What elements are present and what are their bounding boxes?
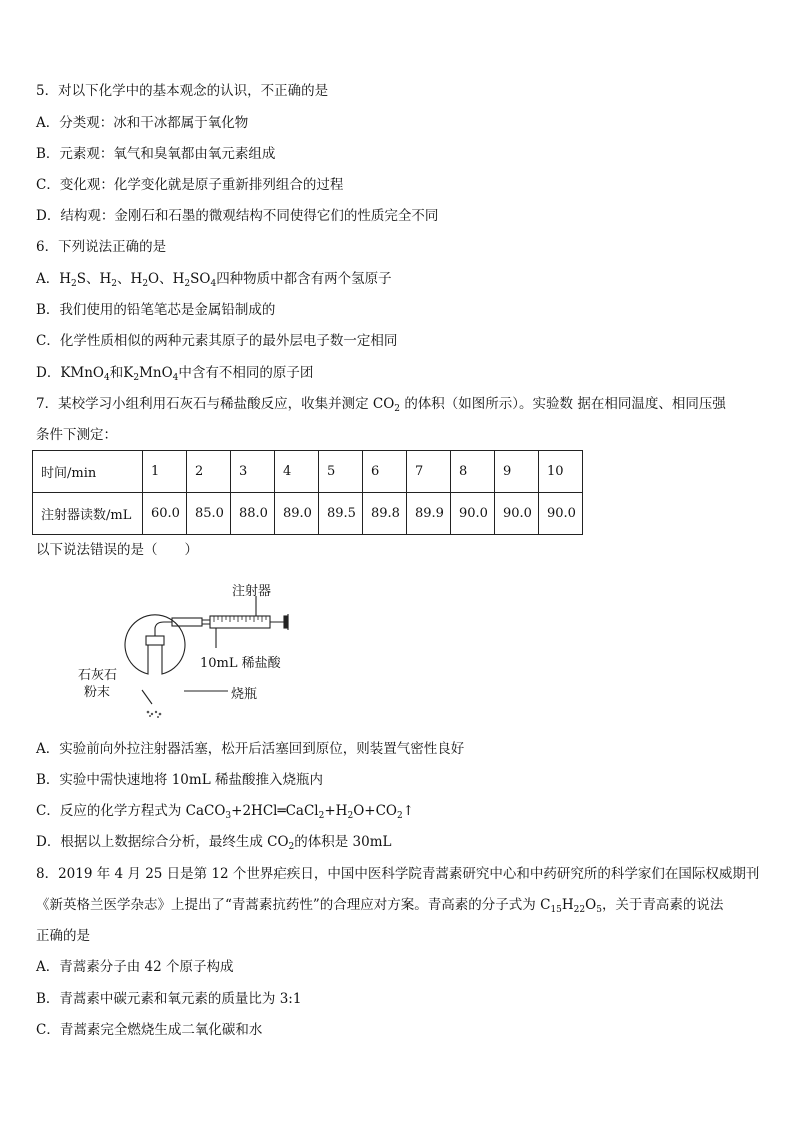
table-cell: 7 — [407, 451, 451, 493]
table-row — [33, 451, 583, 493]
limestone-powder — [147, 711, 162, 718]
q7-option-c: C．反应的化学方程式为 $CaCO_3+2HCl═CaCl_2+H_2O+CO_2↑$ — [36, 803, 415, 821]
q8-stem-end: 正确的是 — [36, 928, 90, 944]
q6-stem: 6．下列说法正确的是 — [36, 239, 167, 255]
table-cell: 5 — [319, 451, 363, 493]
stopper — [146, 636, 164, 645]
table-cell: 90.0 — [451, 493, 495, 535]
reading-header: 注射器读数/mL — [33, 493, 143, 535]
q6-option-b: B．我们使用的铅笔笔芯是金属铅制成的 — [36, 302, 276, 318]
data-table — [32, 450, 583, 535]
table-cell: 60.0 — [143, 493, 187, 535]
q7-stem: 7．某校学习小组利用石灰石与稀盐酸反应，收集并测定 $CO_2$ 的体积（如图所示）。实验数 据在相同温度、相同压强 — [36, 396, 726, 414]
table-cell: 4 — [275, 451, 319, 493]
label-powder: 粉末 — [84, 685, 111, 700]
syringe-graduations — [214, 616, 266, 622]
table-cell: 88.0 — [231, 493, 275, 535]
delivery-tube — [155, 622, 172, 636]
q7-option-d: D．根据以上数据综合分析，最终生成 $CO_2$的体积是 30mL — [36, 834, 392, 852]
table-cell: 89.5 — [319, 493, 363, 535]
q7-option-a: A．实验前向外拉注射器活塞，松开后活塞回到原位，则装置气密性良好 — [36, 741, 465, 757]
q8-option-a: A．青蒿素分子由 42 个原子构成 — [36, 959, 234, 975]
apparatus-diagram — [60, 578, 320, 728]
q5-option-c: C．变化观：化学变化就是原子重新排列组合的过程 — [36, 177, 344, 193]
rubber-tube — [172, 618, 202, 626]
syringe-nozzle — [202, 620, 210, 624]
syringe-barrel — [210, 616, 270, 628]
table-cell: 10 — [539, 451, 583, 493]
table-row — [33, 493, 583, 535]
q7-stem-cont: 条件下测定： — [36, 427, 117, 443]
q8-option-b: B．青蒿素中碳元素和氧元素的质量比为 3:1 — [36, 991, 302, 1007]
table-cell: 2 — [187, 451, 231, 493]
q5-option-b: B．元素观：氧气和臭氧都由氧元素组成 — [36, 146, 276, 162]
q8-stem: 8．2019 年 4 月 25 日是第 12 个世界疟疾日，中国中医科学院青蒿素研究中心和中药研究所的科学家们在国际权威期刊 — [36, 866, 760, 882]
q6-option-c: C．化学性质相似的两种元素其原子的最外层电子数一定相同 — [36, 333, 398, 349]
table-cell: 89.0 — [275, 493, 319, 535]
q6-option-d: D．KMnO$_4$和$K_2MnO_4$中含有不相同的原子团 — [36, 365, 314, 383]
q6-option-a: A．$H_2S$、$H_2$、$H_2O$、$H_2SO_4$四种物质中都含有两个氢原子 — [36, 271, 392, 289]
label-flask: 烧瓶 — [231, 687, 258, 702]
q5-option-d: D．结构观：金刚石和石墨的微观结构不同使得它们的性质完全不同 — [36, 208, 439, 224]
q7-question: 以下说法错误的是（ ） — [36, 542, 198, 558]
q5-option-a: A．分类观：冰和干冰都属于氧化物 — [36, 115, 249, 131]
table-cell: 90.0 — [495, 493, 539, 535]
q8-option-c: C．青蒿素完全燃烧生成二氧化碳和水 — [36, 1022, 263, 1038]
apparatus-figure — [60, 578, 320, 728]
label-syringe: 注射器 — [232, 584, 272, 599]
table-cell: 6 — [363, 451, 407, 493]
table-cell: 3 — [231, 451, 275, 493]
label-acid: 10mL 稀盐酸 — [200, 656, 281, 671]
table-cell: 85.0 — [187, 493, 231, 535]
label-limestone: 石灰石 — [78, 668, 118, 683]
table-cell: 1 — [143, 451, 187, 493]
q5-stem: 5．对以下化学中的基本观念的认识，不正确的是 — [36, 83, 329, 99]
table-cell: 89.8 — [363, 493, 407, 535]
table-cell: 89.9 — [407, 493, 451, 535]
table-cell: 9 — [495, 451, 539, 493]
table-cell: 8 — [451, 451, 495, 493]
time-header: 时间/min — [33, 451, 143, 493]
q7-option-b: B．实验中需快速地将 10mL 稀盐酸推入烧瓶内 — [36, 772, 323, 788]
q8-stem-cont: 《新英格兰医学杂志》上提出了“青蒿素抗药性”的合理应对方案。青高素的分子式为 $C_{15}H_{22}O_5$，关于青高素的说法 — [36, 897, 724, 915]
table-cell: 90.0 — [539, 493, 583, 535]
powder-leader — [142, 690, 152, 704]
